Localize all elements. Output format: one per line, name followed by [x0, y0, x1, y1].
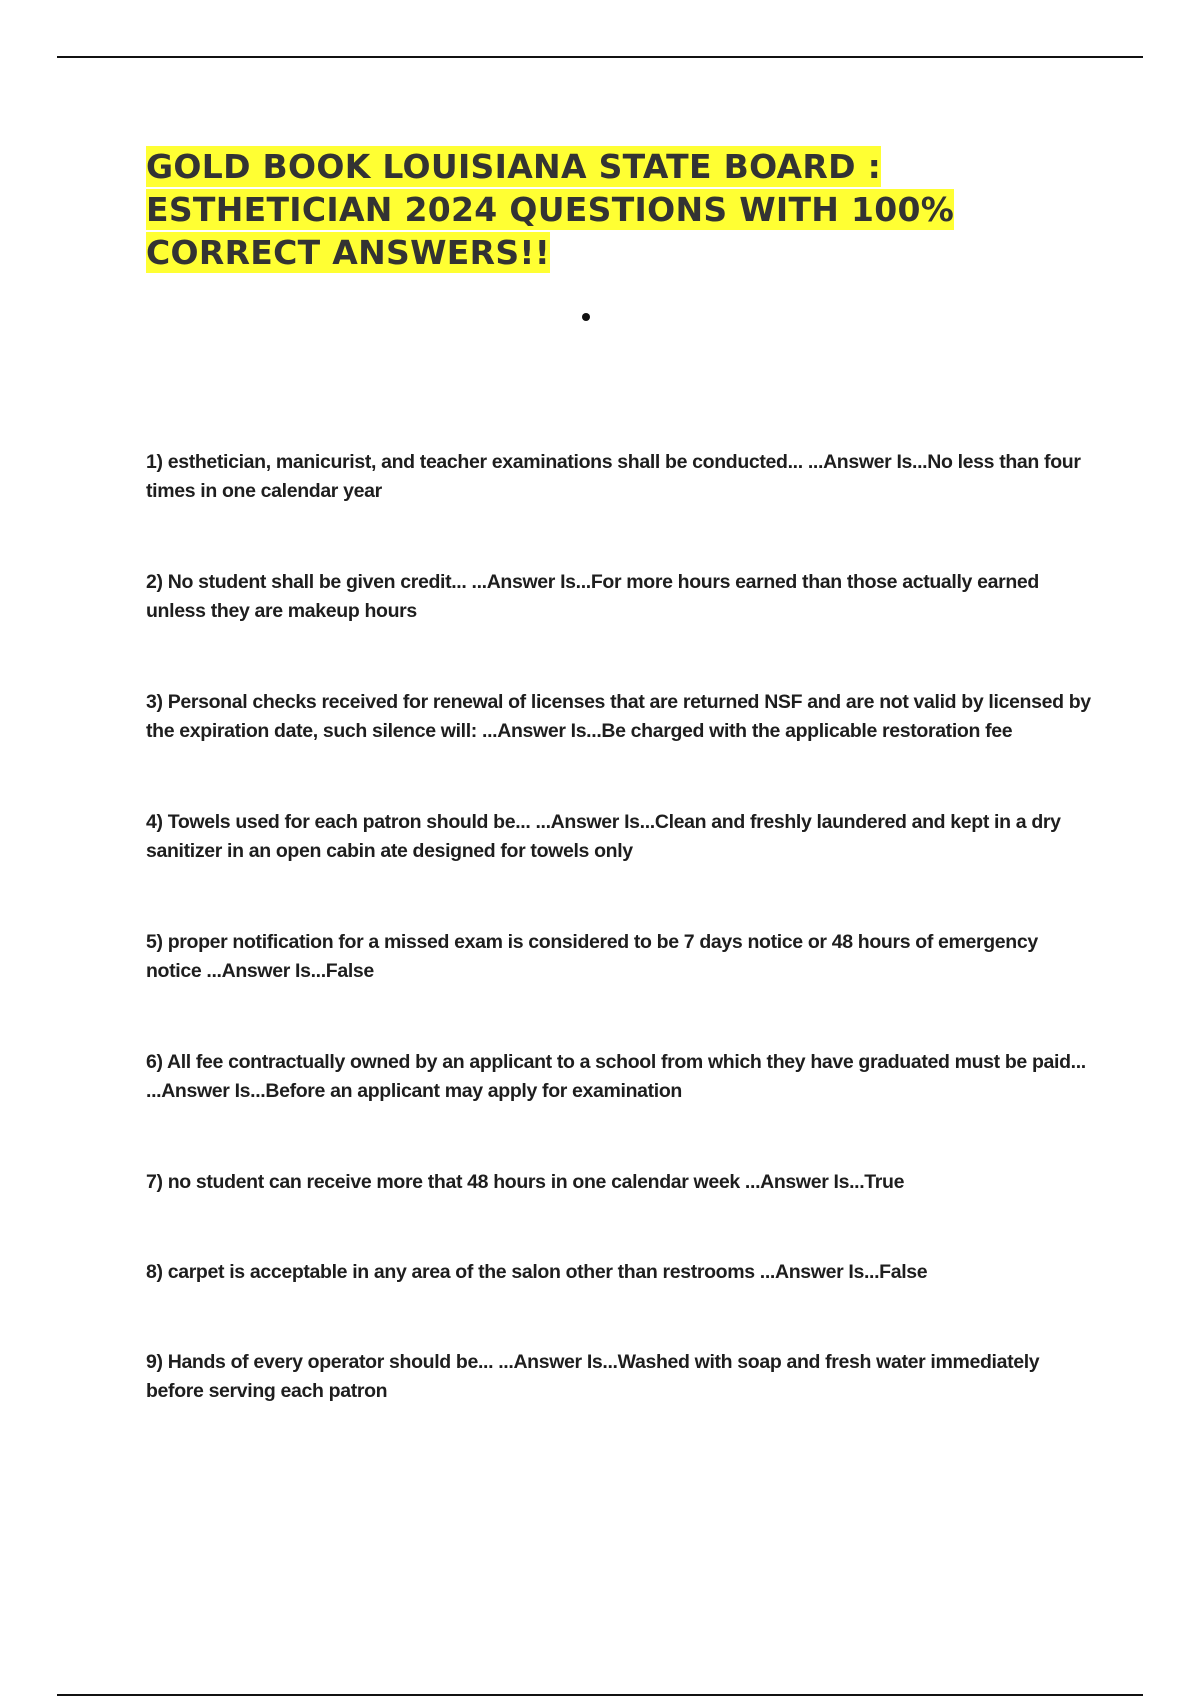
question-item-1: 1) esthetician, manicurist, and teacher examinations shall be conducted... ...Answer Is...No less than four times in one calendar year: [146, 451, 1081, 502]
bullet-point: [582, 313, 590, 321]
question-item-9: 9) Hands of every operator should be... ...Answer Is...Washed with soap and fresh water immediately before serving each patron: [146, 1351, 1040, 1402]
question-item-7: 7) no student can receive more that 48 hours in one calendar week ...Answer Is...True: [146, 1171, 905, 1193]
top-rule: [57, 56, 1143, 58]
question-item-2: 2) No student shall be given credit... ...Answer Is...For more hours earned than those actually earned unless they are makeup hours: [146, 571, 1039, 622]
question-item-4: 4) Towels used for each patron should be... ...Answer Is...Clean and freshly laundered and kept in a dry sanitizer in an open cabin ate designed for towels only: [146, 811, 1061, 862]
question-item-6: 6) All fee contractually owned by an applicant to a school from which they have graduated must be paid... ...Answer Is...Before an applicant may apply for examination: [146, 1051, 1086, 1102]
question-item-3: 3) Personal checks received for renewal of licenses that are returned NSF and are not valid by licensed by the expiration date, such silence will: ...Answer Is...Be charged with the applicable restoration fee: [146, 691, 1091, 742]
bottom-rule: [57, 1694, 1143, 1696]
title-highlight: GOLD BOOK LOUISIANA STATE BOARD : ESTHETICIAN 2024 QUESTIONS WITH 100% CORRECT ANSWERS!!: [146, 147, 955, 272]
question-item-8: 8) carpet is acceptable in any area of the salon other than restrooms ...Answer Is...False: [146, 1261, 928, 1283]
document-title: [146, 145, 1106, 274]
question-item-5: 5) proper notification for a missed exam is considered to be 7 days notice or 48 hours of emergency notice ...Answer Is...False: [146, 931, 1038, 982]
